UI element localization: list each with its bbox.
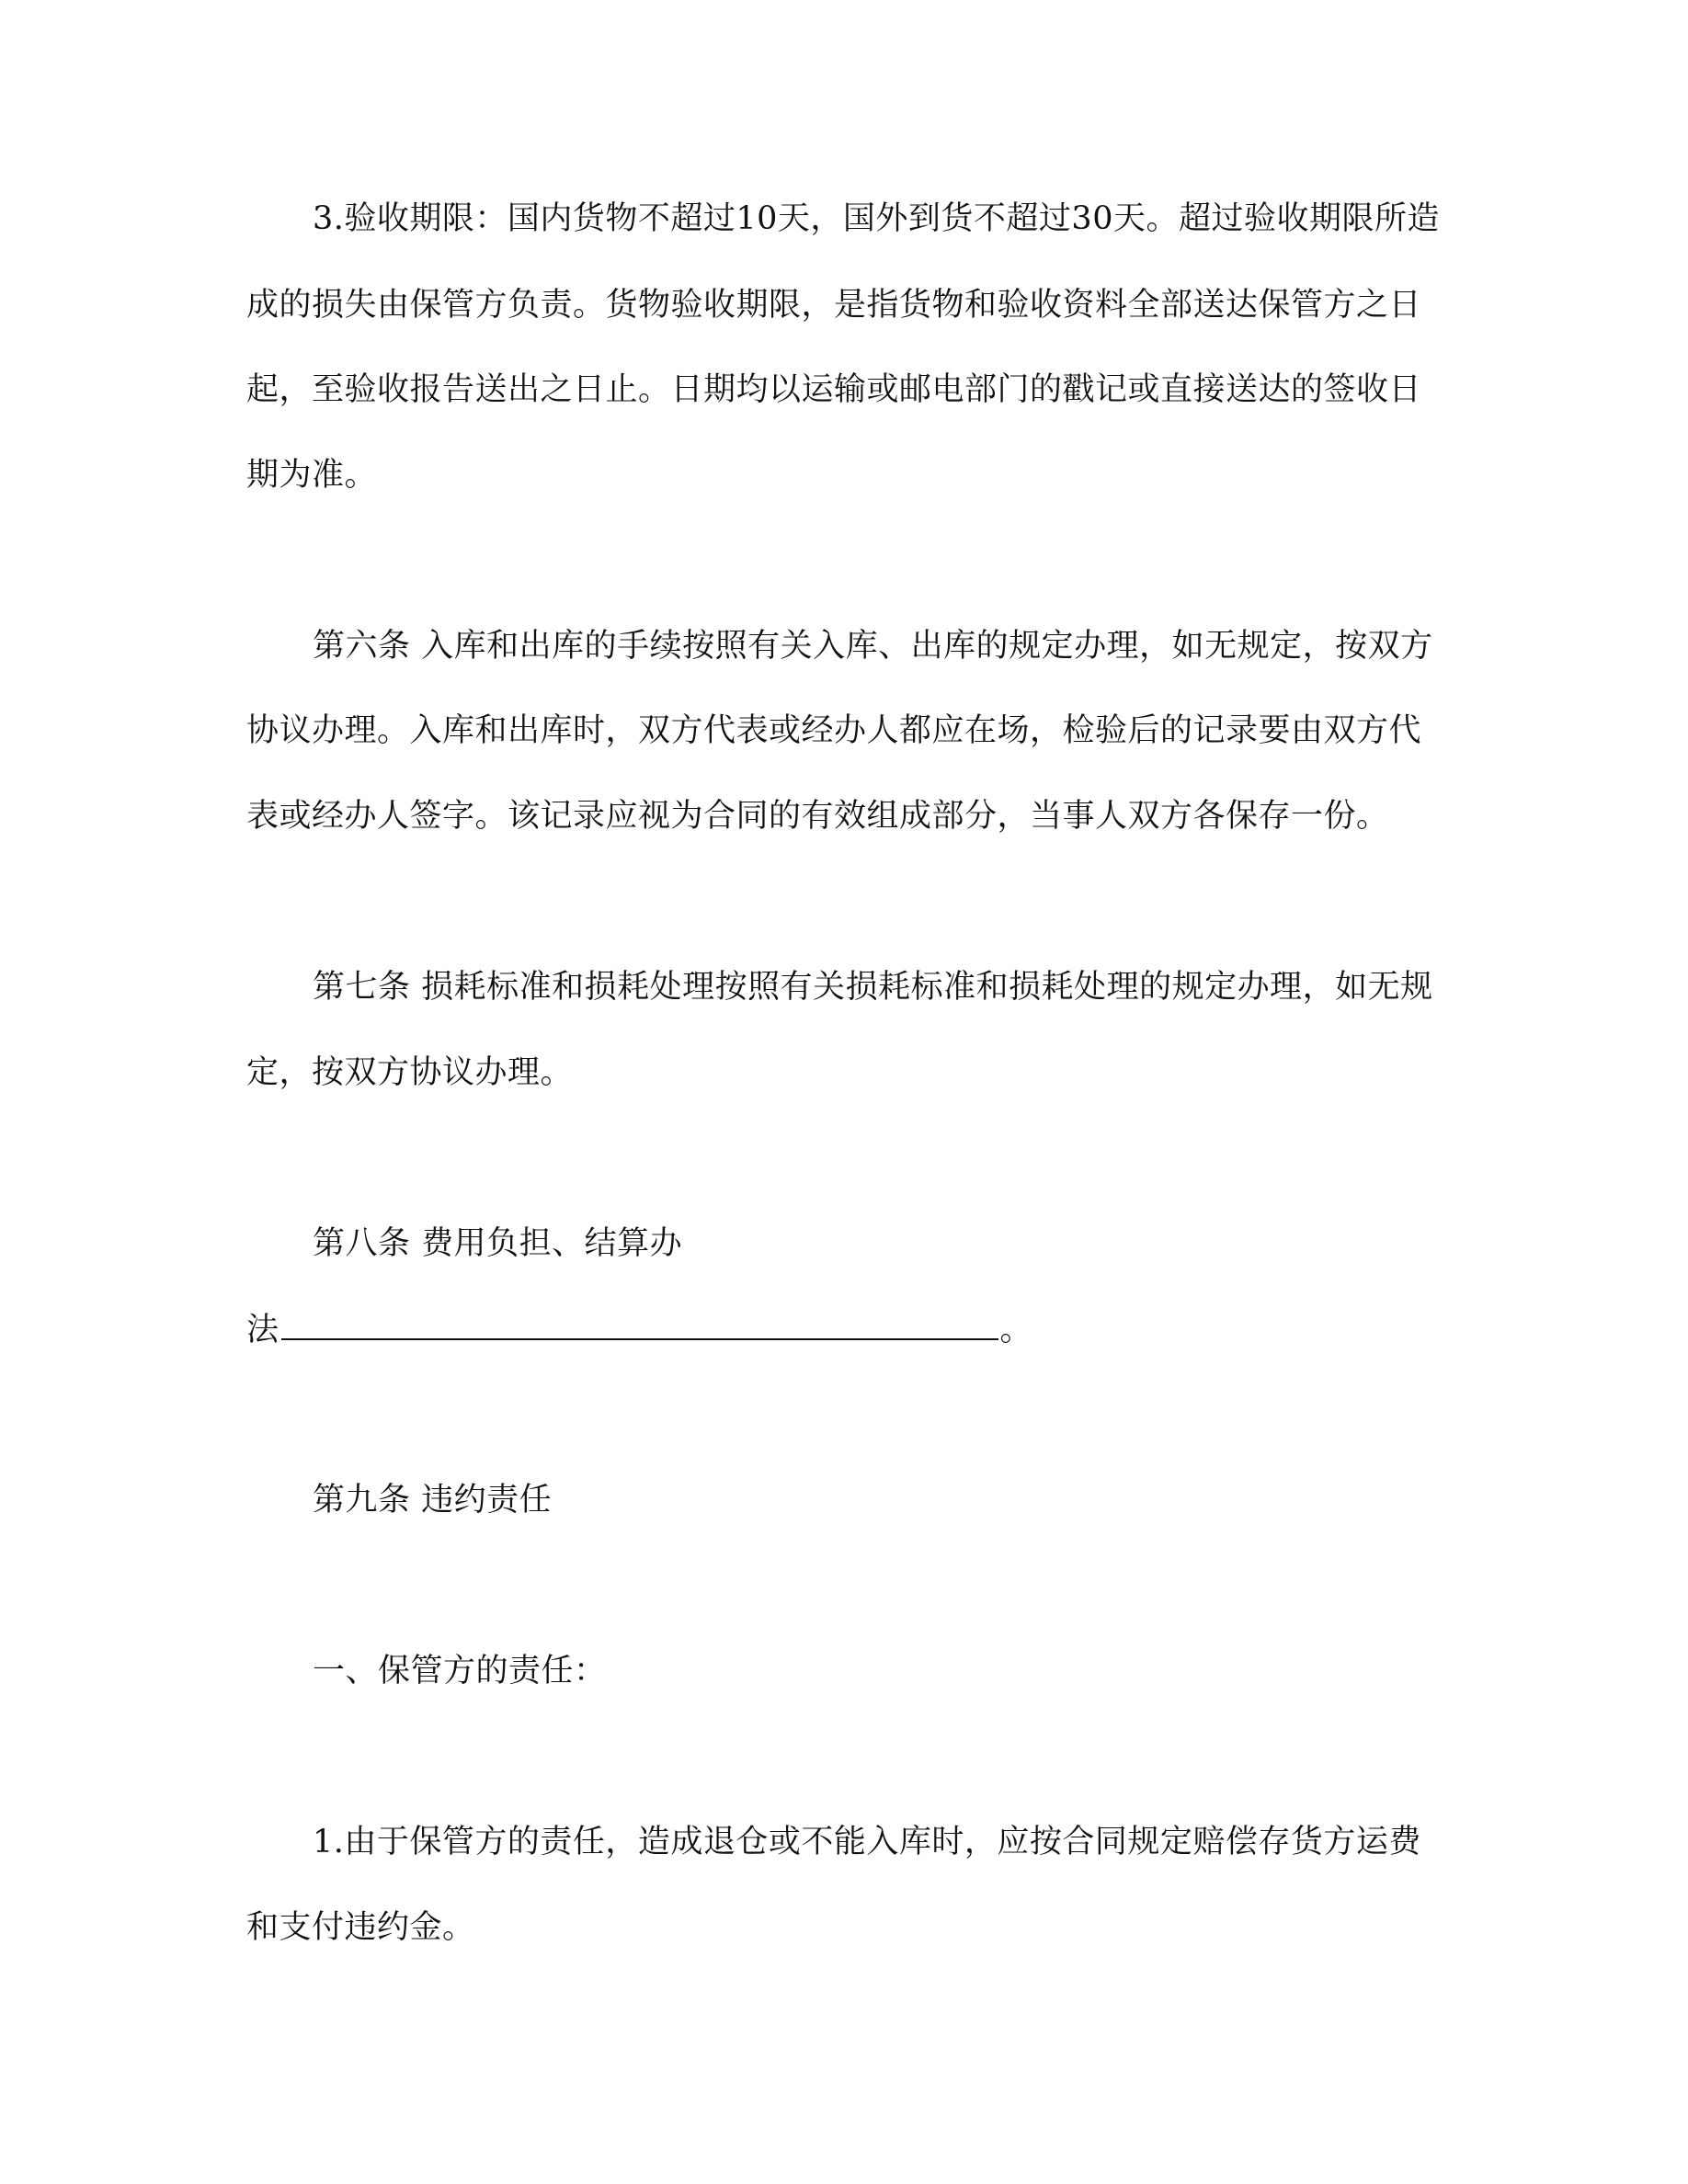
liability-item-1-line-2: 和支付违约金。 (246, 1909, 475, 1946)
article-8-line-2-end: 。 (999, 1312, 1033, 1348)
article-6-line-3: 表或经办人签字。该记录应视为合同的有效组成部分，当事人双方各保存一份。 (246, 798, 1389, 835)
article-7-line-2: 定，按双方协议办理。 (246, 1054, 574, 1091)
clause-3-line-3: 起，至验收报告送出之日止。日期均以运输或邮电部门的戳记或直接送达的签收日 (246, 371, 1422, 408)
liability-item-1-line-1: 1.由于保管方的责任，造成退仓或不能入库时，应按合同规定赔偿存货方运费 (313, 1824, 1421, 1860)
clause-3-line-2: 成的损失由保管方负责。货物验收期限，是指货物和验收资料全部送达保管方之日 (246, 287, 1422, 324)
article-8-line-2-start: 法 (246, 1312, 279, 1348)
custodian-liability-heading: 一、保管方的责任： (313, 1653, 607, 1689)
clause-3-line-4: 期为准。 (246, 457, 378, 494)
article-6-line-1: 第六条 入库和出库的手续按照有关入库、出库的规定办理，如无规定，按双方 (313, 628, 1433, 665)
fill-in-blank[interactable] (281, 1307, 998, 1340)
article-9-heading: 第九条 违约责任 (313, 1482, 553, 1519)
article-7-line-1: 第七条 损耗标准和损耗处理按照有关损耗标准和损耗处理的规定办理，如无规 (313, 969, 1433, 1006)
article-8-line-1: 第八条 费用负担、结算办 (313, 1225, 683, 1262)
article-6-line-2: 协议办理。入库和出库时，双方代表或经办人都应在场，检验后的记录要由双方代 (246, 712, 1422, 749)
article-8-line-2 (246, 1307, 1442, 1352)
clause-3-line-1: 3.验收期限：国内货物不超过10天，国外到货不超过30天。超过验收期限所造 (313, 200, 1440, 237)
